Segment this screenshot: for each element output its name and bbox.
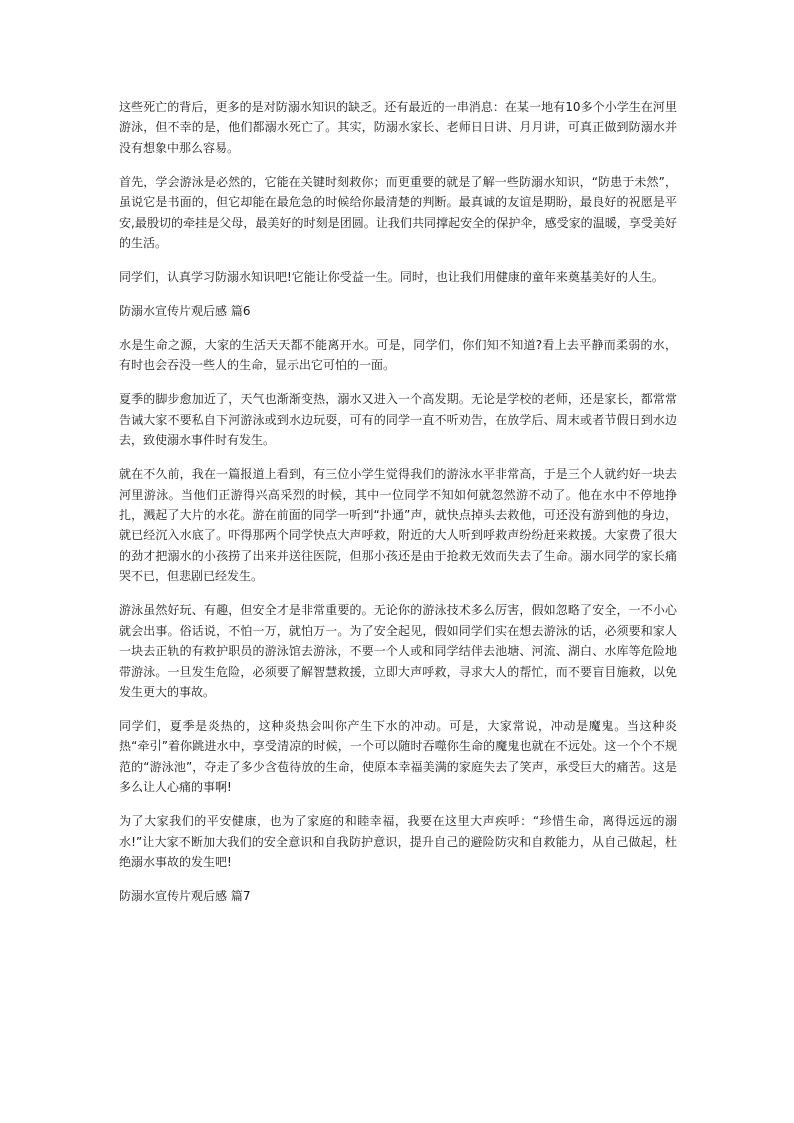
paragraph: 同学们，夏季是炎热的，这种炎热会叫你产生下水的冲动。可是，大家常说，冲动是魔鬼。当这种炎热“牵引”着你跳进水中，享受清凉的时候，一个可以随时吞噬你生命的魔鬼也就在不远处。这一个个不规范的“游泳池”，夺走了多少含苞待放的生命，使原本幸福美满的家庭失去了笑声，承受巨大的痛苦。这是多么让人心痛的事啊!	[119, 718, 677, 795]
paragraph: 同学们，认真学习防溺水知识吧!它能让你受益一生。同时，也让我们用健康的童年来奠基美好的人生。	[119, 270, 664, 285]
document-body	[119, 97, 677, 920]
section-heading: 防溺水宣传片观后感 篇6	[119, 304, 251, 319]
paragraph: 水是生命之源，大家的生活天天都不能离开水。可是，同学们，你们知不知道?看上去平静而柔弱的水，有时也会吞没一些人的生命，显示出它可怕的一面。	[119, 338, 677, 373]
section-heading: 防溺水宣传片观后感 篇7	[119, 888, 251, 903]
paragraph: 夏季的脚步愈加近了，天气也渐渐变热，溺水又进入一个高发期。无论是学校的老师，还是家长，都常常告诫大家不要私自下河游泳或到水边玩耍，可有的同学一直不听劝告，在放学后、周末或者节假日到水边去，致使溺水事件时有发生。	[119, 392, 677, 448]
paragraph: 就在不久前，我在一篇报道上看到，有三位小学生觉得我们的游泳水平非常高，于是三个人就约好一块去河里游泳。当他们正游得兴高采烈的时候，其中一位同学不知如何就忽然游不动了。他在水中不停地挣扎，溅起了大片的水花。游在前面的同学一听到“扑通”声，就快点掉头去救他，可还没有游到他的身边，就已经沉入水底了。吓得那两个同学快点大声呼救，附近的大人听到呼救声纷纷赶来救援。大家费了很大的劲才把溺水的小孩捞了出来并送往医院，但那小孩还是由于抢救无效而失去了生命。溺水同学的家长痛哭不已，但悲剧已经发生。	[119, 467, 677, 584]
paragraph: 这些死亡的背后，更多的是对防溺水知识的缺乏。还有最近的一串消息：在某一地有10多个小学生在河里游泳，但不幸的是，他们都溺水死亡了。其实，防溺水家长、老师日日讲、月月讲，可真正做到防溺水并没有想象中那么容易。	[119, 100, 677, 155]
paragraph: 游泳虽然好玩、有趣，但安全才是非常重要的。无论你的游泳技术多么厉害，假如忽略了安全，一不小心就会出事。俗话说，不怕一万，就怕万一。为了安全起见，假如同学们实在想去游泳的话，必须要和家人一块去正轨的有救护职员的游泳馆去游泳，不要一个人或和同学结伴去池塘、河流、湖白、水库等危险地带游泳。一旦发生危险，必须要了解智慧救援，立即大声呼救，寻求大人的帮忙，而不要盲目施救，以免发生更大的事故。	[119, 603, 677, 699]
paragraph: 首先，学会游泳是必然的，它能在关键时刻救你；而更重要的就是了解一些防溺水知识，“防患于未然”，虽说它是书面的，但它却能在最危急的时候给你最清楚的判断。最真诚的友谊是期盼，最良好的祝愿是平安,最殷切的牵挂是父母，最美好的时刻是团圆。让我们共同撑起安全的保护伞，感受家的温暖，享受美好的生活。	[119, 174, 677, 251]
paragraph: 为了大家我们的平安健康，也为了家庭的和睦幸福，我要在这里大声疾呼：“珍惜生命，离得远远的溺水!”让大家不断加大我们的安全意识和自我防护意识，提升自己的避险防灾和自救能力，从自己做起，杜绝溺水事故的发生吧!	[119, 814, 677, 869]
